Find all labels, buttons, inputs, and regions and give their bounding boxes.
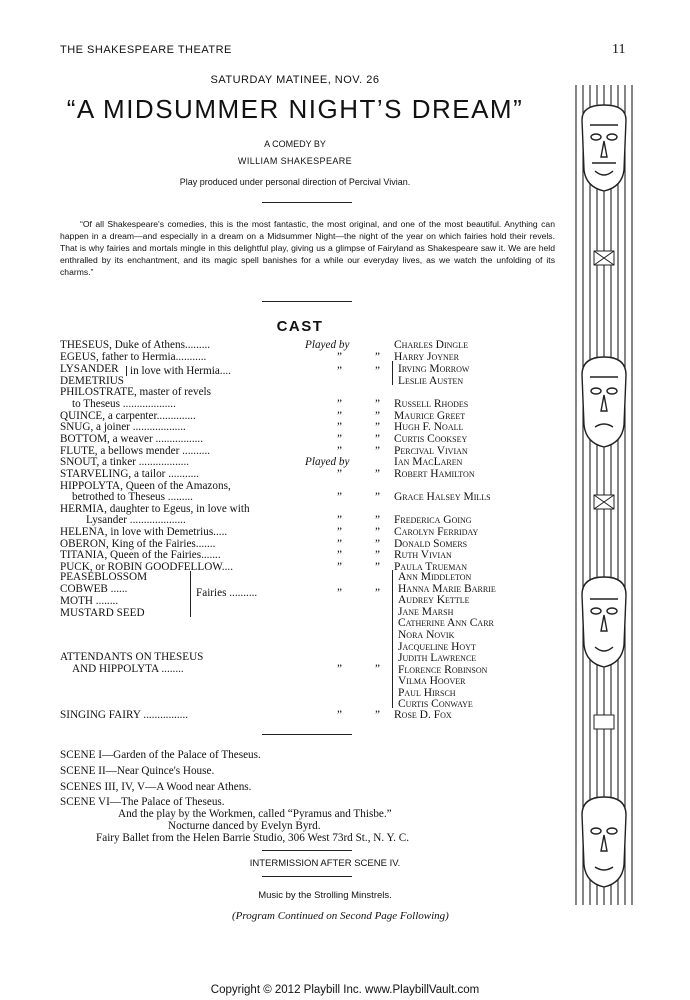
running-header: THE SHAKESPEARE THEATRE bbox=[60, 44, 232, 56]
attendants-label: ATTENDANTS ON THESEUS bbox=[60, 651, 204, 663]
fairy-actor-brace bbox=[392, 570, 396, 652]
ditto-mark: ” bbox=[337, 549, 342, 561]
actor-name: Charles Dingle bbox=[394, 339, 468, 351]
mask-icon bbox=[582, 357, 626, 447]
actor-row bbox=[60, 652, 560, 664]
cast-row bbox=[60, 468, 560, 480]
scene-note: Fairy Ballet from the Helen Barrie Studio, 306 West 73rd St., N. Y. C. bbox=[96, 832, 410, 844]
ditto-mark: ” bbox=[375, 351, 380, 363]
ditto-mark: ” bbox=[337, 421, 342, 433]
actor-name: Catherine Ann Carr bbox=[398, 617, 494, 630]
ditto-mark: ” bbox=[375, 398, 380, 410]
play-description-quote: “Of all Shakespeare's comedies, this is the most fantastic, the most original, and one of the most beautiful. Anything can happen in a dream—and especially in a dream on a Midsummer Night—the night of the year on which fairies hold their revels. That is why fairies and mortals mingle in this delightful play, giving us a glimpse of Fairyland as Shakespeare saw it. We are held enthralled by its enchantment, and its magic spell banishes for a while our everyday lives, as we watch the unfolding of its charms.” bbox=[60, 219, 555, 277]
decorative-border bbox=[570, 75, 636, 905]
ditto-mark: ” bbox=[375, 587, 380, 599]
lovers-note bbox=[130, 365, 280, 377]
divider bbox=[262, 850, 352, 851]
actor-row bbox=[60, 583, 560, 595]
play-title: “A MIDSUMMER NIGHT’S DREAM” bbox=[66, 94, 524, 124]
actor-name: Curtis Cooksey bbox=[394, 433, 468, 445]
fairy-name: PEASEBLOSSOM bbox=[60, 571, 148, 583]
page-number: 11 bbox=[612, 42, 626, 57]
actor-name: Ruth Vivian bbox=[394, 549, 452, 561]
divider bbox=[262, 734, 352, 735]
actor-name: Jane Marsh bbox=[398, 605, 454, 618]
role-name: HELENA, in love with Demetrius..... bbox=[60, 526, 228, 538]
ditto-mark: ” bbox=[337, 514, 342, 526]
actor-row bbox=[60, 675, 560, 687]
role-name: to Theseus ................... bbox=[72, 398, 176, 410]
actor-name: Hanna Marie Barrie bbox=[398, 582, 496, 595]
mask-icon bbox=[582, 797, 626, 887]
cast-row-singing-fairy bbox=[60, 709, 560, 721]
role-name: BOTTOM, a weaver ................. bbox=[60, 433, 204, 445]
divider bbox=[262, 202, 352, 203]
actor-name: Irving Morrow bbox=[398, 363, 470, 375]
ditto-mark: ” bbox=[337, 468, 342, 480]
ditto-mark: ” bbox=[337, 445, 342, 457]
direction-credit: Play produced under personal direction of Percival Vivian. bbox=[179, 177, 411, 187]
scene-line: SCENE VI—The Palace of Theseus. bbox=[60, 796, 225, 808]
role-name: FLUTE, a bellows mender .......... bbox=[60, 445, 211, 457]
scene-line: SCENE I—Garden of the Palace of Theseus. bbox=[60, 749, 261, 761]
ditto-mark: ” bbox=[337, 561, 342, 573]
ditto-mark: ” bbox=[375, 468, 380, 480]
played-by-label: Played by bbox=[305, 456, 350, 468]
role-name: STARVELING, a tailor ........... bbox=[60, 468, 199, 480]
ditto-mark: ” bbox=[337, 491, 342, 503]
copyright-footer: Copyright © 2012 Playbill Inc. www.PlaybillVault.com bbox=[210, 984, 480, 996]
role-name: DEMETRIUS bbox=[60, 375, 125, 387]
divider bbox=[262, 301, 352, 302]
role-name: PUCK, or ROBIN GOODFELLOW.... bbox=[60, 561, 233, 573]
cast-row bbox=[60, 386, 560, 398]
ditto-mark: ” bbox=[375, 538, 380, 550]
ditto-mark: ” bbox=[375, 663, 380, 675]
cast-row bbox=[60, 549, 560, 561]
actor-name: Grace Halsey Mills bbox=[394, 491, 491, 503]
ditto-mark: ” bbox=[375, 365, 380, 377]
actor-row bbox=[60, 629, 560, 641]
scene-note: And the play by the Workmen, called “Pyramus and Thisbe.” bbox=[118, 808, 392, 820]
actor-name: Rose D. Fox bbox=[394, 709, 452, 721]
actor-name: Harry Joyner bbox=[394, 351, 459, 363]
lovers-brace bbox=[122, 366, 127, 376]
ditto-mark: ” bbox=[375, 549, 380, 561]
play-author: WILLIAM SHAKESPEARE bbox=[237, 156, 353, 166]
played-by-label: Played by bbox=[305, 339, 350, 351]
performance-date: SATURDAY MATINEE, NOV. 26 bbox=[210, 74, 380, 86]
role-name: SNUG, a joiner ................... bbox=[60, 421, 186, 433]
role-name: HIPPOLYTA, Queen of the Amazons, bbox=[60, 480, 231, 492]
fairy-name: MOTH ........ bbox=[60, 595, 119, 607]
actor-name: Nora Novik bbox=[398, 629, 455, 641]
actor-name: Jacqueline Hoyt bbox=[398, 640, 476, 653]
cast-row bbox=[60, 526, 560, 538]
role-name: TITANIA, Queen of the Fairies....... bbox=[60, 549, 221, 561]
ditto-mark: ” bbox=[337, 587, 342, 599]
role-name: EGEUS, father to Hermia........... bbox=[60, 351, 207, 363]
ditto-mark: ” bbox=[337, 663, 342, 675]
actor-name: Ian MacLaren bbox=[394, 456, 463, 468]
actor-name: Paula Trueman bbox=[394, 561, 467, 573]
mask-icon bbox=[582, 577, 626, 667]
ditto-mark: ” bbox=[375, 561, 380, 573]
ditto-mark: ” bbox=[337, 433, 342, 445]
actor-name: Vilma Hoover bbox=[398, 675, 466, 688]
actor-row bbox=[60, 594, 560, 606]
role-name: SINGING FAIRY ................ bbox=[60, 709, 189, 721]
ditto-mark: ” bbox=[375, 421, 380, 433]
role-name: Lysander .................... bbox=[86, 514, 186, 526]
actor-name: Ann Middleton bbox=[398, 571, 472, 583]
mask-icon bbox=[582, 105, 626, 191]
ditto-mark: ” bbox=[337, 709, 342, 721]
cast-row bbox=[60, 491, 560, 503]
cast-row bbox=[60, 351, 560, 363]
fairy-name: COBWEB ...... bbox=[60, 583, 128, 595]
role-name: QUINCE, a carpenter.............. bbox=[60, 410, 196, 422]
ditto-mark: ” bbox=[375, 433, 380, 445]
actor-name: Paul Hirsch bbox=[398, 686, 456, 699]
actor-name: Carolyn Ferriday bbox=[394, 526, 479, 538]
intermission-note: INTERMISSION AFTER SCENE IV. bbox=[249, 858, 401, 869]
actor-name: Donald Somers bbox=[394, 538, 468, 550]
role-name: PHILOSTRATE, master of revels bbox=[60, 386, 212, 398]
actor-row bbox=[60, 617, 560, 629]
ditto-mark: ” bbox=[337, 538, 342, 550]
actor-row bbox=[60, 606, 560, 618]
cast-row bbox=[60, 398, 560, 410]
ditto-mark: ” bbox=[337, 351, 342, 363]
ditto-mark: ” bbox=[375, 514, 380, 526]
divider bbox=[262, 876, 352, 877]
ditto-mark: ” bbox=[375, 445, 380, 457]
role-name: SNOUT, a tinker .................. bbox=[60, 456, 190, 468]
actor-name: Percival Vivian bbox=[394, 445, 468, 457]
cast-row bbox=[60, 339, 560, 351]
actor-name: Maurice Greet bbox=[394, 410, 466, 422]
lovers-note-text: in love with Hermia.... bbox=[130, 365, 231, 377]
actor-name: Frederica Going bbox=[394, 514, 472, 526]
cast-row bbox=[60, 514, 560, 526]
ditto-mark: ” bbox=[337, 410, 342, 422]
actor-name: Curtis Conwaye bbox=[398, 698, 473, 711]
ditto-mark: ” bbox=[375, 491, 380, 503]
ditto-mark: ” bbox=[337, 398, 342, 410]
attendant-actor-brace bbox=[392, 652, 396, 708]
actor-name: Florence Robinson bbox=[398, 663, 488, 676]
attendants-label: AND HIPPOLYTA ........ bbox=[72, 663, 184, 675]
cast-row bbox=[60, 421, 560, 433]
role-name: LYSANDER bbox=[60, 363, 119, 375]
scene-line: SCENE II—Near Quince's House. bbox=[60, 765, 215, 777]
actor-row bbox=[60, 687, 560, 699]
play-genre: A COMEDY BY bbox=[264, 139, 326, 149]
ditto-mark: ” bbox=[375, 526, 380, 538]
continued-note: (Program Continued on Second Page Following) bbox=[232, 910, 449, 922]
ditto-mark: ” bbox=[337, 365, 342, 377]
fairy-name: MUSTARD SEED bbox=[60, 607, 145, 619]
role-name: OBERON, King of the Fairies....... bbox=[60, 538, 216, 550]
ditto-mark: ” bbox=[337, 526, 342, 538]
cast-row bbox=[60, 433, 560, 445]
scene-line: SCENES III, IV, V—A Wood near Athens. bbox=[60, 781, 252, 793]
ditto-mark: ” bbox=[375, 709, 380, 721]
cast-row bbox=[60, 456, 560, 468]
actor-name: Audrey Kettle bbox=[398, 594, 470, 607]
lovers-actor-brace bbox=[392, 361, 396, 385]
role-name: THESEUS, Duke of Athens......... bbox=[60, 339, 211, 351]
actor-name: Russell Rhodes bbox=[394, 398, 469, 410]
fairies-label-text: Fairies .......... bbox=[196, 587, 258, 599]
actor-row bbox=[60, 571, 560, 583]
actor-name: Leslie Austen bbox=[398, 375, 464, 387]
actor-row bbox=[60, 664, 560, 676]
role-name: betrothed to Theseus ......... bbox=[72, 491, 193, 503]
actor-name: Hugh F. Noall bbox=[394, 421, 464, 433]
ditto-mark: ” bbox=[375, 410, 380, 422]
scene-note: Nocturne danced by Evelyn Byrd. bbox=[168, 820, 321, 832]
cast-heading: CAST bbox=[276, 318, 324, 335]
actor-name: Robert Hamilton bbox=[394, 468, 475, 480]
actor-name: Judith Lawrence bbox=[398, 652, 477, 664]
music-credit: Music by the Strolling Minstrels. bbox=[258, 890, 392, 901]
role-name: HERMIA, daughter to Egeus, in love with bbox=[60, 503, 250, 515]
